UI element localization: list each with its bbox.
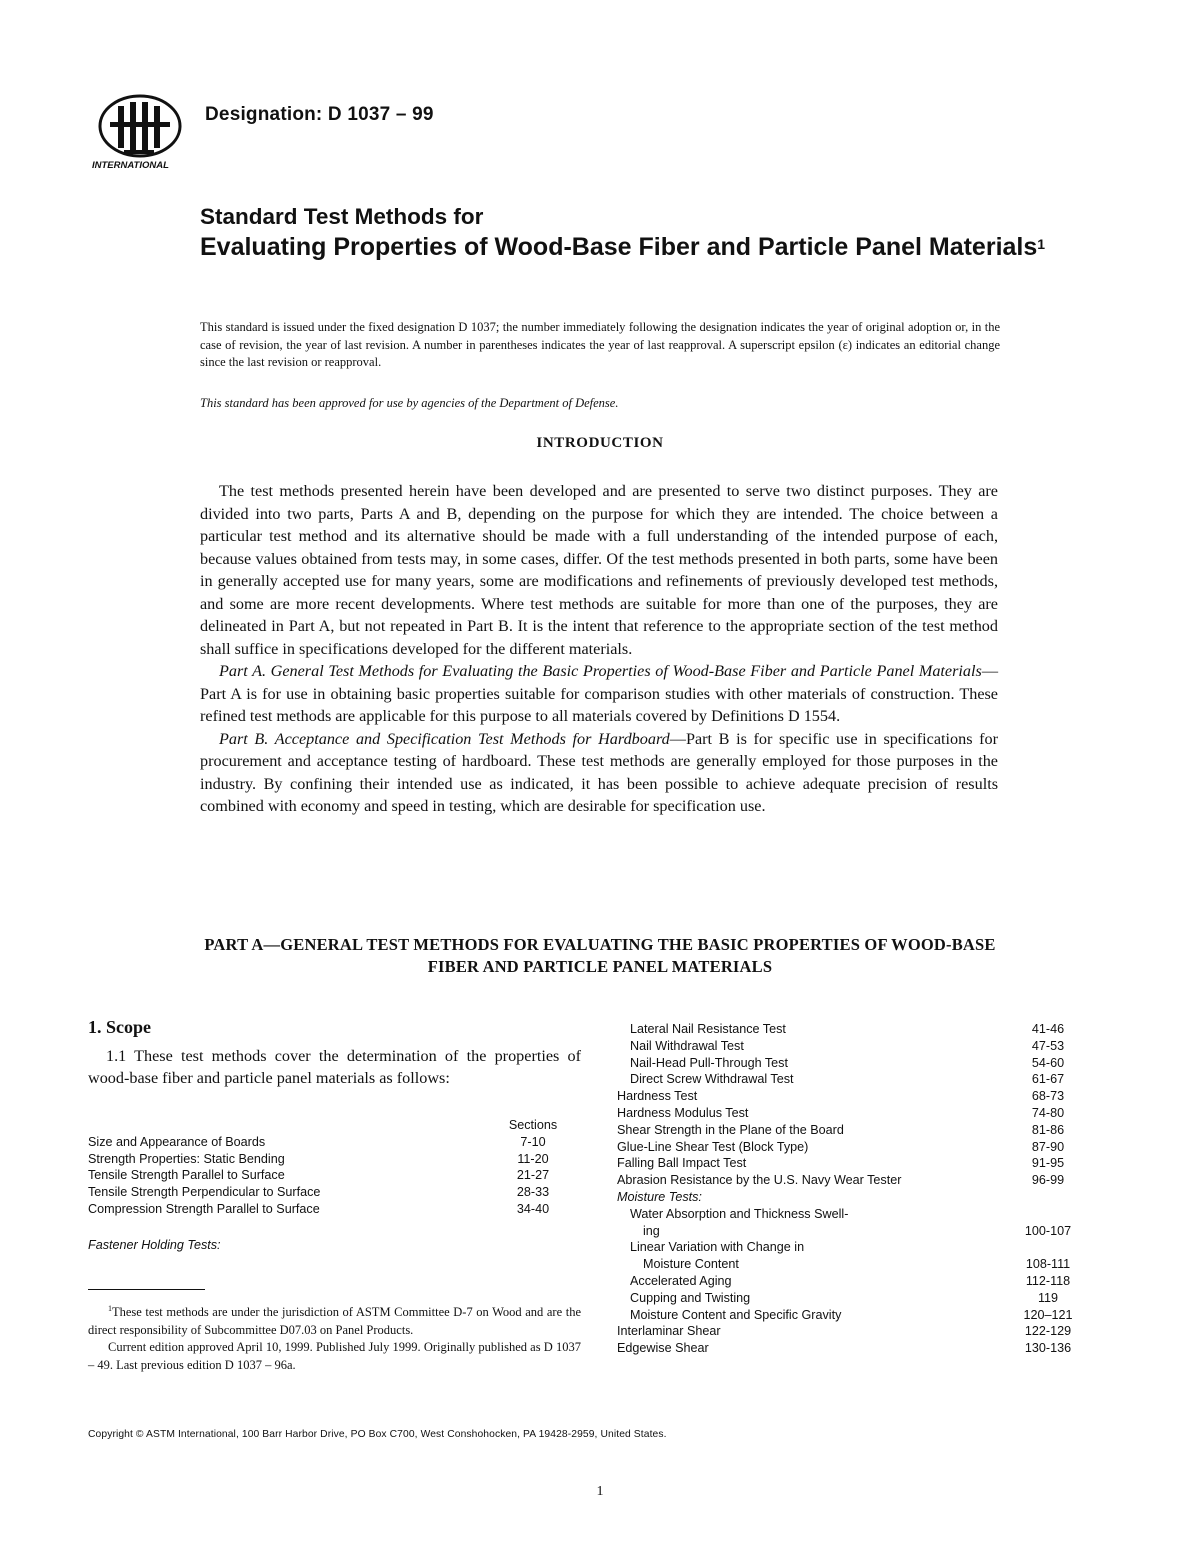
footnote-divider	[88, 1289, 205, 1290]
scope-item-sections: 96-99	[1031, 1173, 1065, 1188]
page-number: 1	[596, 1484, 604, 1499]
scope-item-label: Hardness Test	[617, 1089, 698, 1104]
scope-item-sections: 21-27	[516, 1168, 550, 1183]
scope-item-sections: 112-118	[1025, 1273, 1071, 1288]
part-a-heading-line-1: PART A—GENERAL TEST METHODS FOR EVALUATING THE BASIC PROPERTIES OF WOOD-BASE	[204, 935, 996, 954]
scope-item-label: Strength Properties: Static Bending	[88, 1151, 285, 1166]
footnotes	[88, 1300, 581, 1374]
scope-item-label: Cupping and Twisting	[630, 1290, 751, 1305]
introduction-body	[200, 480, 998, 818]
scope-item-label: Moisture Tests:	[617, 1189, 702, 1204]
scope-table-row	[88, 1201, 568, 1218]
scope-item-label: Tensile Strength Perpendicular to Surface	[88, 1185, 321, 1200]
scope-item-sections: 108-111	[1025, 1257, 1071, 1272]
sections-header: Sections	[508, 1118, 558, 1132]
intro-paragraph-2	[200, 660, 998, 728]
scope-table-row	[617, 1155, 1083, 1172]
scope-item-sections: 7-10	[520, 1134, 546, 1149]
scope-table-row	[617, 1290, 1083, 1307]
intro-paragraph-3	[200, 728, 998, 818]
part-a-heading-line-2: FIBER AND PARTICLE PANEL MATERIALS	[427, 957, 773, 976]
logo-wordmark: INTERNATIONAL	[92, 160, 169, 171]
scope-item-label: Falling Ball Impact Test	[617, 1156, 747, 1171]
scope-item-label: Abrasion Resistance by the U.S. Navy Wear Tester	[617, 1173, 902, 1188]
part-b-desc: —Part B is for specific use in specifications for procurement and acceptance testing of hardboard. These test methods are generally employed for those purposes in the industry. By confining their intended use as indicated, it has been possible to achieve adequate precision of results combined with economy and speed in testing, which are desirable for specification use.	[200, 729, 999, 815]
scope-table-row	[88, 1151, 568, 1168]
scope-item-label: Direct Screw Withdrawal Test	[630, 1072, 794, 1087]
scope-table-row	[617, 1105, 1083, 1122]
introduction-heading: INTRODUCTION	[536, 435, 664, 451]
intro-paragraph-1: The test methods presented herein have been developed and are presented to serve two distinct purposes. They are divided into two parts, Parts A and B, depending on the purpose for which they are intended. The choice between a particular test method and its alternative should be made with a full understanding of the intended purpose of each, because values obtained from tests may, in some cases, differ. Of the test methods presented in both parts, some have been in generally accepted use for many years, some are modifications and refinements of previously developed test methods, and some are more recent developments. Where test methods are suitable for more than one of the purposes, they are delineated in Part A, but not repeated in Part B. It is the intent that reference to the appropriate section of the test method shall suffice in specifications developed for the different materials.	[200, 482, 998, 658]
scope-item-label: Water Absorption and Thickness Swell-	[630, 1206, 849, 1221]
scope-item-sections: 41-46	[1031, 1022, 1065, 1036]
scope-item-sections: 34-40	[516, 1201, 550, 1216]
scope-item-sections: 11-20	[517, 1151, 549, 1166]
scope-table-row	[617, 1139, 1083, 1156]
scope-table-row	[88, 1134, 568, 1151]
sections-header-row	[88, 1117, 568, 1134]
scope-item-label: Moisture Content	[643, 1257, 739, 1272]
scope-item-label: Shear Strength in the Plane of the Board	[617, 1122, 844, 1137]
scope-table-right	[617, 1021, 1083, 1357]
scope-table-row	[88, 1184, 568, 1201]
scope-table-row	[617, 1340, 1083, 1357]
scope-item-label: Linear Variation with Change in	[630, 1240, 805, 1255]
scope-item-label: Hardness Modulus Test	[617, 1105, 749, 1120]
fastener-holding-label: Fastener Holding Tests:	[88, 1238, 221, 1252]
scope-item-sections: 47-53	[1031, 1038, 1065, 1053]
title-main: Evaluating Properties of Wood-Base Fiber and Particle Panel Materials	[200, 233, 1038, 261]
scope-item-sections: 74-80	[1031, 1105, 1065, 1120]
scope-paragraph-text: 1.1 These test methods cover the determination of the properties of wood-base fiber and particle panel materials as follows:	[88, 1047, 581, 1087]
scope-item-label: Interlaminar Shear	[617, 1324, 721, 1339]
scope-table-row	[617, 1122, 1083, 1139]
defense-note: This standard has been approved for use by agencies of the Department of Defense.	[200, 396, 619, 410]
scope-table-row	[617, 1021, 1083, 1038]
scope-item-sections: 28-33	[516, 1185, 550, 1200]
scope-item-sections: 119	[1037, 1290, 1059, 1305]
scope-item-label: Moisture Content and Specific Gravity	[630, 1307, 842, 1322]
scope-item-label: Accelerated Aging	[630, 1273, 732, 1288]
scope-table-left	[88, 1117, 568, 1218]
scope-item-sections: 100-107	[1024, 1223, 1072, 1238]
scope-table-row	[617, 1172, 1083, 1189]
scope-item-label: Nail Withdrawal Test	[630, 1038, 744, 1053]
scope-item-sections: 130-136	[1024, 1341, 1072, 1356]
scope-item-sections: 68-73	[1031, 1089, 1065, 1104]
scope-heading: 1. Scope	[88, 1017, 151, 1037]
designation: Designation: D 1037 – 99	[205, 104, 434, 125]
title-footnote-mark: 1	[1037, 236, 1046, 252]
scope-table-row	[617, 1256, 1083, 1273]
scope-item-label: ing	[643, 1223, 660, 1238]
footnote-2: Current edition approved April 10, 1999. Published July 1999. Originally published as D 1037 – 49. Last previous edition D 1037 – 96a.	[88, 1340, 581, 1372]
scope-item-sections: 120–121	[1023, 1307, 1073, 1322]
scope-table-row	[617, 1038, 1083, 1055]
scope-item-sections: 122-129	[1024, 1324, 1072, 1339]
scope-item-label: Tensile Strength Parallel to Surface	[88, 1168, 285, 1183]
footnote-1	[88, 1300, 581, 1339]
scope-table-row	[617, 1055, 1083, 1072]
copyright: Copyright © ASTM International, 100 Barr Harbor Drive, PO Box C700, West Conshohocken, PA 19428-2959, United States.	[88, 1429, 667, 1440]
scope-table-row	[617, 1206, 1083, 1223]
scope-item-sections: 54-60	[1031, 1055, 1065, 1070]
scope-item-sections: 87-90	[1031, 1139, 1065, 1154]
scope-table-row	[617, 1239, 1083, 1256]
part-a-desc: —Part A is for use in obtaining basic properties suitable for comparison studies with other materials of construction. These refined test methods are applicable for this purpose to all materials covered by Definitions D 1554.	[200, 662, 998, 725]
scope-table-row	[88, 1167, 568, 1184]
scope-item-label: Edgewise Shear	[617, 1341, 709, 1356]
scope-table-row	[617, 1189, 1083, 1206]
footnote-mark: 1	[108, 1304, 112, 1313]
scope-item-label: Lateral Nail Resistance Test	[630, 1022, 786, 1036]
title-line-1: Standard Test Methods for	[200, 204, 484, 229]
scope-table-row	[617, 1088, 1083, 1105]
scope-item-label: Glue-Line Shear Test (Block Type)	[617, 1139, 809, 1154]
scope-item-label: Nail-Head Pull-Through Test	[630, 1055, 788, 1070]
scope-table-row	[617, 1223, 1083, 1240]
scope-item-sections: 61-67	[1031, 1072, 1065, 1087]
scope-item-label: Size and Appearance of Boards	[88, 1134, 266, 1149]
scope-item-label: Compression Strength Parallel to Surface	[88, 1201, 320, 1216]
scope-item-sections: 81-86	[1031, 1122, 1065, 1137]
scope-table-row	[617, 1273, 1083, 1290]
title-line-2	[200, 232, 1100, 262]
standard-notice: This standard is issued under the fixed designation D 1037; the number immediately following the designation indicates the year of original adoption or, in the case of revision, the year of last revision. A number in parentheses indicates the year of last reapproval. A superscript epsilon (ε) indicates an editorial change since the last revision or reapproval.	[200, 320, 1000, 369]
scope-table-row	[617, 1323, 1083, 1340]
scope-table-row	[617, 1071, 1083, 1088]
footnote-1-text: These test methods are under the jurisdiction of ASTM Committee D-7 on Wood and are the direct responsibility of Subcommittee D07.03 on Panel Products.	[88, 1305, 581, 1337]
part-a-title: Part A. General Test Methods for Evaluating the Basic Properties of Wood-Base Fiber and Particle Panel Materials	[219, 662, 982, 680]
scope-paragraph	[88, 1045, 581, 1089]
scope-item-sections: 91-95	[1031, 1156, 1065, 1171]
scope-table-row	[617, 1307, 1083, 1324]
part-a-heading	[100, 934, 1100, 978]
part-b-title: Part B. Acceptance and Specification Test Methods for Hardboard	[219, 729, 670, 748]
